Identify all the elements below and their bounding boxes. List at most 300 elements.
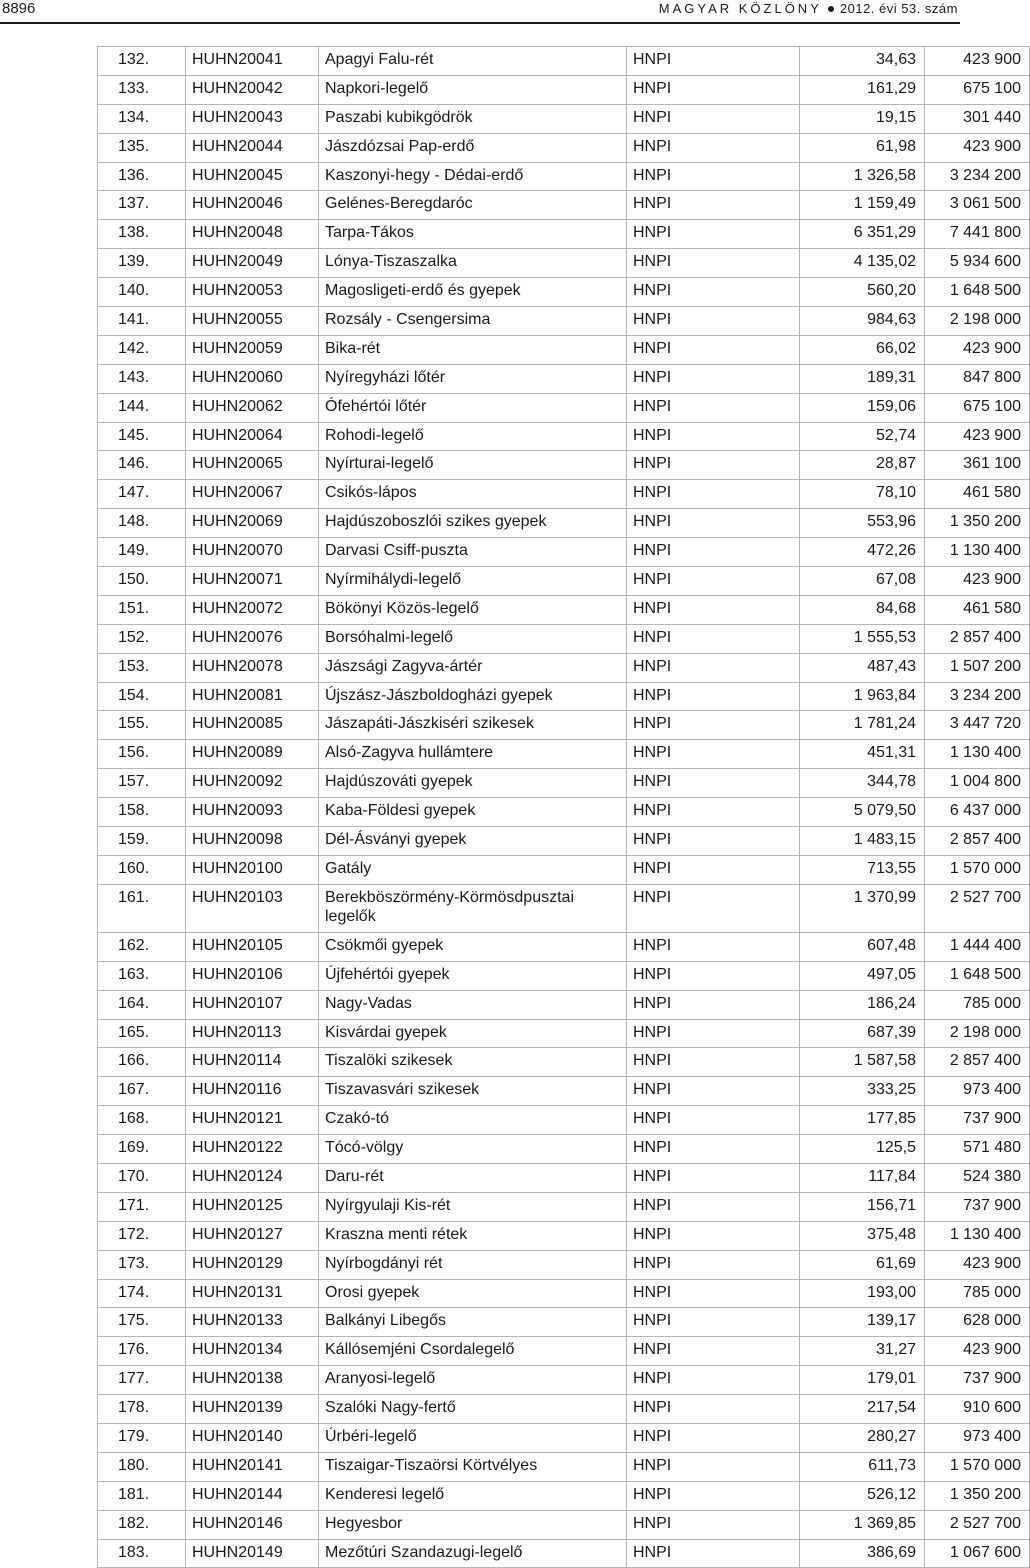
site-code: HUHN20067 [186,480,319,509]
site-type: HNPI [627,1452,800,1481]
site-area: 161,29 [800,75,925,104]
site-area: 19,15 [800,104,925,133]
site-name: Nyírturai-legelő [319,451,627,480]
site-type: HNPI [627,1048,800,1077]
site-area: 1 963,84 [800,682,925,711]
site-name: Dél-Ásványi gyepek [319,827,627,856]
site-name: Kisvárdai gyepek [319,1019,627,1048]
site-type: HNPI [627,75,800,104]
row-number: 161. [98,884,186,932]
row-number: 148. [98,509,186,538]
site-code: HUHN20140 [186,1423,319,1452]
row-number: 180. [98,1452,186,1481]
table-row [98,1423,1030,1452]
header-rule [0,22,960,24]
site-amount: 461 580 [925,480,1030,509]
table-row [98,990,1030,1019]
table-row [98,711,1030,740]
site-amount: 423 900 [925,567,1030,596]
site-name: Apagyi Falu-rét [319,47,627,76]
site-type: HNPI [627,1019,800,1048]
site-name: Újfehértói gyepek [319,961,627,990]
site-amount: 461 580 [925,595,1030,624]
site-amount: 301 440 [925,104,1030,133]
table-row [98,335,1030,364]
site-area: 1 555,53 [800,624,925,653]
site-type: HNPI [627,1481,800,1510]
table-row [98,1337,1030,1366]
site-amount: 361 100 [925,451,1030,480]
site-type: HNPI [627,1539,800,1568]
site-type: HNPI [627,624,800,653]
site-name: Berekböszörmény-Körmösdpusztai legelők [319,884,627,932]
site-type: HNPI [627,1395,800,1424]
table-row [98,47,1030,76]
site-amount: 675 100 [925,75,1030,104]
site-amount: 423 900 [925,133,1030,162]
site-code: HUHN20141 [186,1452,319,1481]
row-number: 175. [98,1308,186,1337]
site-name: Úrbéri-legelő [319,1423,627,1452]
row-number: 151. [98,595,186,624]
site-code: HUHN20146 [186,1510,319,1539]
site-type: HNPI [627,827,800,856]
site-name: Paszabi kubikgödrök [319,104,627,133]
site-area: 34,63 [800,47,925,76]
site-name: Lónya-Tiszaszalka [319,249,627,278]
row-number: 167. [98,1077,186,1106]
site-amount: 910 600 [925,1395,1030,1424]
site-amount: 1 350 200 [925,509,1030,538]
site-area: 179,01 [800,1366,925,1395]
site-area: 687,39 [800,1019,925,1048]
row-number: 164. [98,990,186,1019]
site-name: Magosligeti-erdő és gyepek [319,278,627,307]
row-number: 181. [98,1481,186,1510]
site-area: 497,05 [800,961,925,990]
site-amount: 1 130 400 [925,740,1030,769]
site-code: HUHN20127 [186,1221,319,1250]
site-name: Tiszaigar-Tiszaörsi Körtvélyes [319,1452,627,1481]
row-number: 176. [98,1337,186,1366]
site-code: HUHN20129 [186,1250,319,1279]
journal-title: MAGYAR KÖZLÖNY [658,1,822,16]
site-type: HNPI [627,961,800,990]
row-number: 133. [98,75,186,104]
table-row [98,538,1030,567]
site-amount: 2 857 400 [925,624,1030,653]
table-row [98,451,1030,480]
row-number: 165. [98,1019,186,1048]
site-code: HUHN20134 [186,1337,319,1366]
site-amount: 973 400 [925,1077,1030,1106]
row-number: 166. [98,1048,186,1077]
row-number: 136. [98,162,186,191]
site-amount: 1 507 200 [925,653,1030,682]
row-number: 153. [98,653,186,682]
site-amount: 2 857 400 [925,1048,1030,1077]
site-type: HNPI [627,278,800,307]
site-type: HNPI [627,1163,800,1192]
site-amount: 785 000 [925,990,1030,1019]
site-type: HNPI [627,653,800,682]
site-name: Kenderesi legelő [319,1481,627,1510]
site-name: Balkányi Libegős [319,1308,627,1337]
site-code: HUHN20053 [186,278,319,307]
site-type: HNPI [627,422,800,451]
journal-header [659,1,958,17]
site-type: HNPI [627,682,800,711]
table-row [98,1308,1030,1337]
site-amount: 2 198 000 [925,307,1030,336]
row-number: 135. [98,133,186,162]
site-amount: 2 527 700 [925,1510,1030,1539]
site-area: 553,96 [800,509,925,538]
row-number: 182. [98,1510,186,1539]
site-code: HUHN20133 [186,1308,319,1337]
site-amount: 1 648 500 [925,278,1030,307]
row-number: 150. [98,567,186,596]
row-number: 183. [98,1539,186,1568]
site-name: Szalóki Nagy-fertő [319,1395,627,1424]
row-number: 172. [98,1221,186,1250]
site-area: 28,87 [800,451,925,480]
site-code: HUHN20105 [186,932,319,961]
site-type: HNPI [627,393,800,422]
site-name: Bökönyi Közös-legelő [319,595,627,624]
site-type: HNPI [627,769,800,798]
site-area: 1 587,58 [800,1048,925,1077]
site-amount: 524 380 [925,1163,1030,1192]
site-code: HUHN20049 [186,249,319,278]
site-area: 386,69 [800,1539,925,1568]
site-code: HUHN20078 [186,653,319,682]
site-type: HNPI [627,451,800,480]
site-area: 5 079,50 [800,798,925,827]
table-row [98,624,1030,653]
table-row [98,133,1030,162]
site-type: HNPI [627,480,800,509]
site-amount: 5 934 600 [925,249,1030,278]
site-area: 487,43 [800,653,925,682]
table-row [98,961,1030,990]
site-code: HUHN20072 [186,595,319,624]
site-code: HUHN20098 [186,827,319,856]
site-code: HUHN20121 [186,1106,319,1135]
site-name: Napkori-legelő [319,75,627,104]
row-number: 171. [98,1192,186,1221]
site-type: HNPI [627,1250,800,1279]
site-amount: 785 000 [925,1279,1030,1308]
site-area: 526,12 [800,1481,925,1510]
site-code: HUHN20113 [186,1019,319,1048]
site-name: Hajdúszoboszlói szikes gyepek [319,509,627,538]
site-type: HNPI [627,1337,800,1366]
site-name: Újszász-Jászboldogházi gyepek [319,682,627,711]
site-code: HUHN20139 [186,1395,319,1424]
site-name: Tiszavasvári szikesek [319,1077,627,1106]
site-type: HNPI [627,855,800,884]
site-code: HUHN20043 [186,104,319,133]
site-code: HUHN20103 [186,884,319,932]
site-area: 4 135,02 [800,249,925,278]
row-number: 139. [98,249,186,278]
site-code: HUHN20107 [186,990,319,1019]
table-row [98,1135,1030,1164]
site-area: 31,27 [800,1337,925,1366]
site-amount: 1 067 600 [925,1539,1030,1568]
site-name: Rohodi-legelő [319,422,627,451]
row-number: 162. [98,932,186,961]
site-amount: 423 900 [925,422,1030,451]
site-code: HUHN20071 [186,567,319,596]
site-type: HNPI [627,932,800,961]
site-name: Aranyosi-legelő [319,1366,627,1395]
site-area: 713,55 [800,855,925,884]
site-area: 217,54 [800,1395,925,1424]
site-name: Nyírmihálydi-legelő [319,567,627,596]
site-code: HUHN20124 [186,1163,319,1192]
table-row [98,1250,1030,1279]
site-amount: 1 570 000 [925,1452,1030,1481]
site-code: HUHN20048 [186,220,319,249]
row-number: 145. [98,422,186,451]
site-amount: 1 570 000 [925,855,1030,884]
table-row [98,1221,1030,1250]
site-name: Nyírgyulaji Kis-rét [319,1192,627,1221]
site-type: HNPI [627,567,800,596]
table-row [98,162,1030,191]
site-code: HUHN20069 [186,509,319,538]
site-type: HNPI [627,104,800,133]
site-type: HNPI [627,1510,800,1539]
site-code: HUHN20070 [186,538,319,567]
site-area: 52,74 [800,422,925,451]
row-number: 146. [98,451,186,480]
table-row [98,480,1030,509]
site-area: 1 369,85 [800,1510,925,1539]
site-type: HNPI [627,740,800,769]
table-row [98,567,1030,596]
site-amount: 675 100 [925,393,1030,422]
site-amount: 1 350 200 [925,1481,1030,1510]
site-amount: 973 400 [925,1423,1030,1452]
site-name: Kaszonyi-hegy - Dédai-erdő [319,162,627,191]
site-amount: 2 857 400 [925,827,1030,856]
site-amount: 3 234 200 [925,162,1030,191]
site-type: HNPI [627,595,800,624]
site-area: 1 370,99 [800,884,925,932]
row-number: 157. [98,769,186,798]
row-number: 168. [98,1106,186,1135]
site-amount: 737 900 [925,1192,1030,1221]
site-type: HNPI [627,220,800,249]
issue-label: 2012. évi 53. szám [839,1,958,16]
row-number: 156. [98,740,186,769]
site-name: Rozsály - Csengersima [319,307,627,336]
site-name: Czakó-tó [319,1106,627,1135]
site-name: Hegyesbor [319,1510,627,1539]
row-number: 132. [98,47,186,76]
site-amount: 1 130 400 [925,538,1030,567]
site-name: Gelénes-Beregdaróc [319,191,627,220]
table-row [98,1192,1030,1221]
site-name: Mezőtúri Szandazugi-legelő [319,1539,627,1568]
site-code: HUHN20122 [186,1135,319,1164]
site-code: HUHN20089 [186,740,319,769]
site-name: Nagy-Vadas [319,990,627,1019]
site-area: 193,00 [800,1279,925,1308]
site-area: 117,84 [800,1163,925,1192]
site-area: 472,26 [800,538,925,567]
site-area: 61,69 [800,1250,925,1279]
site-type: HNPI [627,133,800,162]
site-name: Bika-rét [319,335,627,364]
site-code: HUHN20060 [186,364,319,393]
table-row [98,1481,1030,1510]
site-amount: 1 004 800 [925,769,1030,798]
table-row [98,1395,1030,1424]
row-number: 141. [98,307,186,336]
site-amount: 3 234 200 [925,682,1030,711]
row-number: 143. [98,364,186,393]
site-amount: 737 900 [925,1106,1030,1135]
site-amount: 423 900 [925,47,1030,76]
site-area: 186,24 [800,990,925,1019]
site-code: HUHN20042 [186,75,319,104]
site-amount: 3 447 720 [925,711,1030,740]
site-area: 1 159,49 [800,191,925,220]
site-area: 156,71 [800,1192,925,1221]
row-number: 163. [98,961,186,990]
site-area: 375,48 [800,1221,925,1250]
site-amount: 628 000 [925,1308,1030,1337]
table-row [98,1048,1030,1077]
table-row [98,393,1030,422]
site-area: 177,85 [800,1106,925,1135]
site-area: 67,08 [800,567,925,596]
site-type: HNPI [627,990,800,1019]
site-type: HNPI [627,47,800,76]
site-amount: 423 900 [925,1337,1030,1366]
site-area: 139,17 [800,1308,925,1337]
table-row [98,1163,1030,1192]
table-row [98,1366,1030,1395]
site-table [97,46,1030,1568]
table-row [98,1539,1030,1568]
row-number: 177. [98,1366,186,1395]
table-row [98,249,1030,278]
site-code: HUHN20093 [186,798,319,827]
site-code: HUHN20100 [186,855,319,884]
table-row [98,595,1030,624]
site-code: HUHN20046 [186,191,319,220]
site-name: Jászsági Zagyva-ártér [319,653,627,682]
site-name: Csökmői gyepek [319,932,627,961]
site-code: HUHN20044 [186,133,319,162]
site-amount: 423 900 [925,335,1030,364]
site-area: 611,73 [800,1452,925,1481]
site-name: Csikós-lápos [319,480,627,509]
row-number: 144. [98,393,186,422]
site-area: 1 781,24 [800,711,925,740]
site-amount: 737 900 [925,1366,1030,1395]
table-row [98,278,1030,307]
site-name: Kaba-Földesi gyepek [319,798,627,827]
site-type: HNPI [627,1366,800,1395]
table-row [98,769,1030,798]
row-number: 149. [98,538,186,567]
site-area: 984,63 [800,307,925,336]
site-type: HNPI [627,1106,800,1135]
site-area: 84,68 [800,595,925,624]
table-row [98,422,1030,451]
row-number: 160. [98,855,186,884]
site-name: Nyíregyházi lőtér [319,364,627,393]
site-area: 189,31 [800,364,925,393]
row-number: 134. [98,104,186,133]
site-table-container [97,46,1021,1568]
site-area: 333,25 [800,1077,925,1106]
site-amount: 6 437 000 [925,798,1030,827]
table-row [98,509,1030,538]
site-area: 159,06 [800,393,925,422]
site-code: HUHN20041 [186,47,319,76]
site-name: Jászdózsai Pap-erdő [319,133,627,162]
site-area: 1 326,58 [800,162,925,191]
site-code: HUHN20081 [186,682,319,711]
row-number: 178. [98,1395,186,1424]
site-name: Gatály [319,855,627,884]
site-amount: 571 480 [925,1135,1030,1164]
site-code: HUHN20106 [186,961,319,990]
site-type: HNPI [627,249,800,278]
page-header [0,0,960,24]
table-row [98,932,1030,961]
table-row [98,75,1030,104]
site-area: 344,78 [800,769,925,798]
site-type: HNPI [627,1423,800,1452]
site-area: 280,27 [800,1423,925,1452]
site-name: Kállósemjéni Csordalegelő [319,1337,627,1366]
site-type: HNPI [627,1135,800,1164]
site-code: HUHN20059 [186,335,319,364]
site-type: HNPI [627,1077,800,1106]
row-number: 155. [98,711,186,740]
site-name: Tarpa-Tákos [319,220,627,249]
site-code: HUHN20065 [186,451,319,480]
page-number: 8896 [2,0,36,17]
row-number: 142. [98,335,186,364]
table-row [98,682,1030,711]
table-row [98,855,1030,884]
site-area: 61,98 [800,133,925,162]
table-row [98,798,1030,827]
site-name: Nyírbogdányi rét [319,1250,627,1279]
site-type: HNPI [627,335,800,364]
site-area: 125,5 [800,1135,925,1164]
site-code: HUHN20076 [186,624,319,653]
table-row [98,191,1030,220]
row-number: 137. [98,191,186,220]
site-area: 78,10 [800,480,925,509]
row-number: 152. [98,624,186,653]
table-row [98,104,1030,133]
site-type: HNPI [627,884,800,932]
site-name: Borsóhalmi-legelő [319,624,627,653]
site-code: HUHN20144 [186,1481,319,1510]
site-name: Daru-rét [319,1163,627,1192]
